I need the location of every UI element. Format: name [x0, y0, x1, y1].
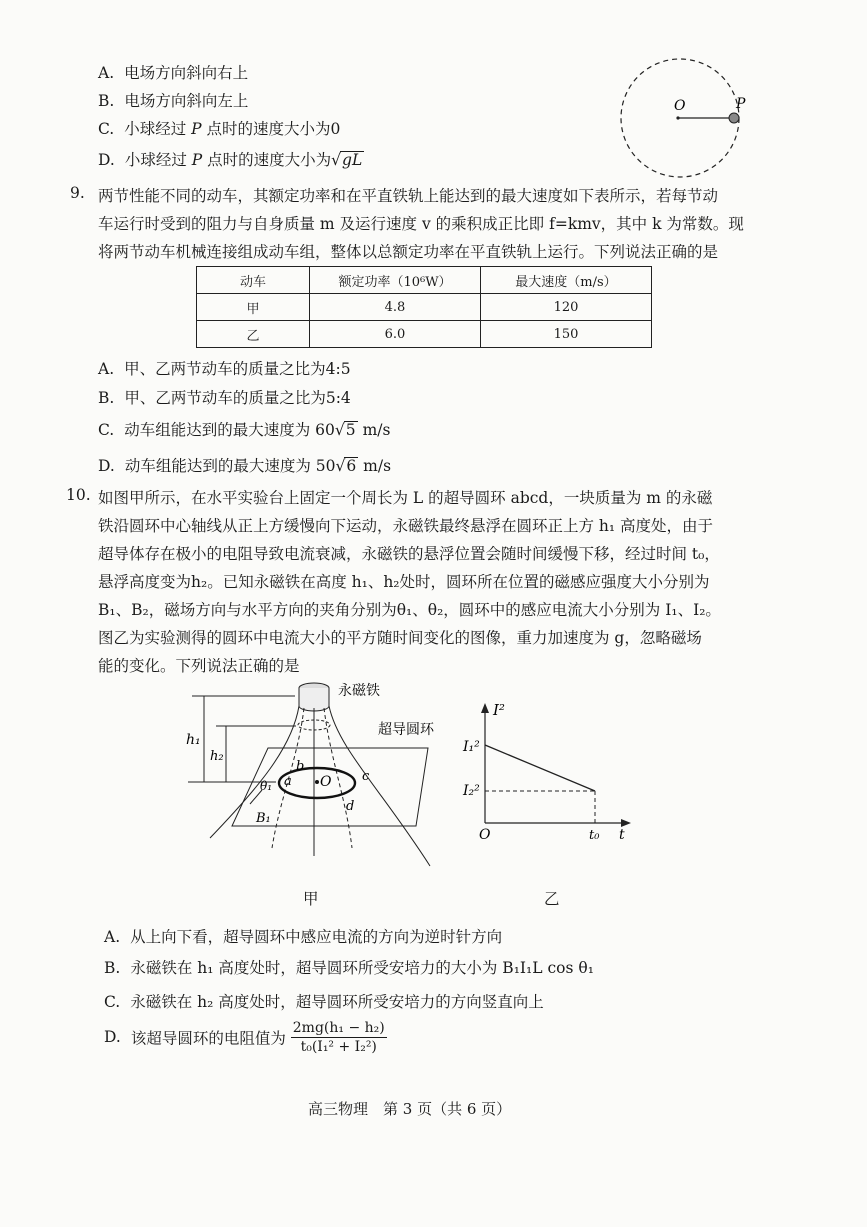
table-cell: 4.8 — [310, 294, 481, 321]
q10-stem-line-1: 如图甲所示，在水平实验台上固定一个周长为 L 的超导圆环 abcd，一块质量为 m 的永磁 — [98, 489, 713, 507]
center-label: O — [674, 98, 686, 114]
q10-stem-line-3: 超导体存在极小的电阻导致电流衰减，永磁铁的悬浮位置会随时间缓慢下移，经过时间 t₀， — [98, 545, 720, 563]
q8-circle-figure — [616, 56, 776, 188]
point-a-label: a — [284, 774, 292, 789]
page-footer: 高三物理 第 3 页（共 6 页） — [308, 1100, 512, 1118]
theta-label: θ₁ — [260, 779, 273, 793]
table-header-cell: 最大速度（m/s） — [481, 267, 652, 294]
x-axis-label: t — [619, 827, 625, 843]
q10-option-d: D. 该超导圆环的电阻值为 $\frac{\text{2mg(h₁ − h₂)}}{\text{t₀(I₁² + I₂²)}}$ — [104, 1020, 385, 1055]
q8-option-c: C. 小球经过 P 点时的速度大小为0 — [98, 120, 341, 138]
q10-number: 10. — [66, 486, 91, 504]
q9-stem-line-3: 将两节动车机械连接组成动车组，整体以总额定功率在平直铁轨上运行。下列说法正确的是 — [98, 243, 719, 261]
fraction-numerator: 2mg(h₁ − h₂) — [292, 1020, 385, 1036]
q8-option-a: A. 电场方向斜向右上 — [98, 64, 249, 82]
fraction-denominator: t₀(I₁² + I₂²) — [300, 1039, 377, 1055]
i1-squared-label: I₁² — [463, 739, 480, 755]
q8-option-d: D. 小球经过 P 点时的速度大小为√gL — [98, 151, 363, 169]
q9-option-c: C. 动车组能达到的最大速度为 60√5 m/s — [98, 421, 391, 439]
i2-squared-label: I₂² — [463, 783, 480, 799]
q10-option-a: A. 从上向下看，超导圆环中感应电流的方向为逆时针方向 — [104, 928, 503, 946]
q10-stem-line-6: 图乙为实验测得的圆环中电流大小的平方随时间变化的图像，重力加速度为 g，忽略磁场 — [98, 629, 702, 647]
data-line — [485, 745, 595, 791]
q10-stem-line-7: 能的变化。下列说法正确的是 — [98, 657, 300, 675]
q8-option-b: B. 电场方向斜向左上 — [98, 92, 249, 110]
q9-table — [196, 266, 652, 348]
ball — [729, 113, 739, 123]
figure-b-caption: 乙 — [544, 890, 560, 908]
h2-label: h₂ — [210, 749, 224, 764]
q10-stem-line-2: 铁沿圆环中心轴线从正上方缓慢向下运动，永磁铁最终悬浮在圆环正上方 h₁ 高度处，由于 — [98, 517, 714, 535]
table-header-cell: 动车 — [197, 267, 310, 294]
b1-label: B₁ — [256, 811, 271, 826]
ring-label: 超导圆环 — [378, 722, 434, 738]
ring-center-dot — [315, 780, 319, 784]
figure-a-caption: 甲 — [303, 890, 319, 908]
table-cell: 6.0 — [310, 321, 481, 348]
q10-option-c: C. 永磁铁在 h₂ 高度处时，超导圆环所受安培力的方向竖直向上 — [104, 993, 544, 1011]
point-d-label: d — [346, 799, 355, 814]
y-axis-label: I² — [493, 701, 505, 719]
q9-option-a: A. 甲、乙两节动车的质量之比为4:5 — [98, 360, 351, 378]
q10-stem-line-5: B₁、B₂，磁场方向与水平方向的夹角分别为θ₁、θ₂，圆环中的感应电流大小分别为 I₁、I₂。 — [98, 601, 721, 619]
table-row — [197, 321, 652, 348]
table-cell: 甲 — [197, 294, 310, 321]
table-header-row — [197, 267, 652, 294]
t0-label: t₀ — [589, 828, 600, 843]
q10-figure-b — [455, 695, 645, 845]
q10-figure-a — [180, 678, 450, 873]
q9-stem-line-2: 车运行时受到的阻力与自身质量 m 及运行速度 v 的乘积成正比即 f=kmv，其中 k 为常数。现 — [98, 215, 744, 233]
q9-option-d: D. 动车组能达到的最大速度为 50√6 m/s — [98, 457, 392, 475]
point-label: P — [736, 96, 746, 112]
q9-stem-line-1: 两节性能不同的动车，其额定功率和在平直铁轨上能达到的最大速度如下表所示，若每节动 — [98, 187, 719, 205]
origin-label: O — [479, 827, 491, 843]
table-row — [197, 294, 652, 321]
y-axis-arrow — [481, 703, 489, 713]
q10-option-b: B. 永磁铁在 h₁ 高度处时，超导圆环所受安培力的大小为 B₁I₁L cos θ₁ — [104, 959, 594, 977]
magnet-label: 永磁铁 — [338, 683, 380, 699]
table-cell: 120 — [481, 294, 652, 321]
point-b-label: b — [296, 759, 305, 774]
resistance-fraction — [291, 1020, 387, 1055]
q10-stem-line-4: 悬浮高度变为h₂。已知永磁铁在高度 h₁、h₂处时，圆环所在位置的磁感应强度大小分别为 — [98, 573, 710, 591]
center-o-label: O — [320, 774, 332, 790]
table-cell: 乙 — [197, 321, 310, 348]
magnet-body — [299, 688, 329, 711]
x-axis-arrow — [621, 819, 631, 827]
q9-number: 9. — [70, 184, 85, 202]
point-c-label: c — [362, 769, 370, 784]
q9-option-b: B. 甲、乙两节动车的质量之比为5:4 — [98, 389, 351, 407]
table-header-cell: 额定功率（10⁶W） — [310, 267, 481, 294]
h1-label: h₁ — [186, 732, 201, 748]
table-cell: 150 — [481, 321, 652, 348]
